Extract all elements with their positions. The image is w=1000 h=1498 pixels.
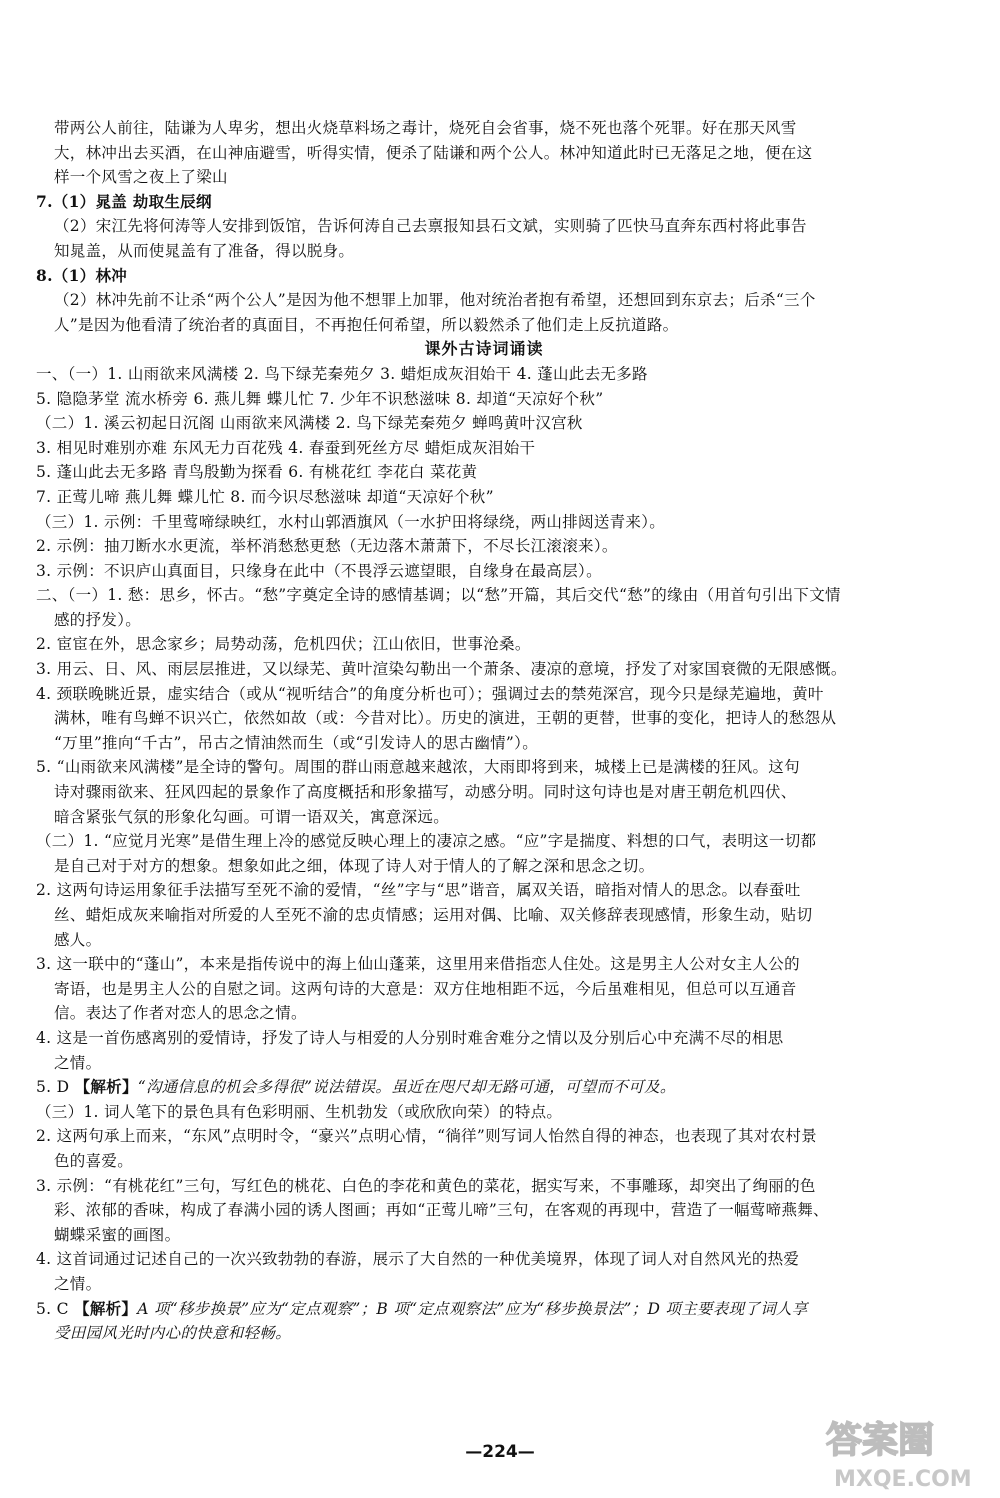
answer-text-body xyxy=(36,116,872,1346)
text-line: 暗含紧张气氛的形象化勾画。可谓一语双关，寓意深远。 xyxy=(54,807,450,826)
text-line: 色的喜爱。 xyxy=(54,1151,134,1170)
answer-item-5c xyxy=(36,1297,872,1322)
text-line: 5. 蓬山此去无多路 青鸟殷勤为探看 6. 有桃花红 李花白 菜花黄 xyxy=(36,463,478,482)
text-line: （2）林冲先前不让杀“两个公人”是因为他不想罪上加罪，他对统治者抱有希望，还想回到东京去；后杀“三个 xyxy=(54,291,816,310)
text-line: （三）1. 示例：千里莺啼绿映红，水村山郭酒旗风（一水护田将绿绕，两山排闼送青来）。 xyxy=(36,512,666,531)
watermark-main: 答案圈 xyxy=(826,1420,935,1461)
text-line: 5. 隐隐茅堂 流水桥旁 6. 燕儿舞 蝶儿忙 7. 少年不识愁滋味 8. 却道“天凉好个秋” xyxy=(36,389,604,408)
text-line: 4. 颈联晚眺近景，虚实结合（或从“视听结合”的角度分析也可）；强调过去的禁苑深宫，现今只是绿芜遍地，黄叶 xyxy=(36,684,824,703)
text-line: 3. 这一联中的“蓬山”，本来是指传说中的海上仙山蓬莱，这里用来借指恋人住处。这是男主人公对女主人公的 xyxy=(36,955,800,974)
text-line: 4. 这首词通过记述自己的一次兴致勃勃的春游，展示了大自然的一种优美境界，体现了词人对自然风光的热爱 xyxy=(36,1250,800,1269)
text-line: 信。表达了作者对恋人的思念之情。 xyxy=(54,1004,307,1023)
text-line: 丝、蜡炬成灰来喻指对所爱的人至死不渝的忠贞情感；运用对偶、比喻、双关修辞表现感情，形象生动，贴切 xyxy=(54,906,813,924)
text-line: 3. 示例：“有桃花红”三句，写红色的桃花、白色的李花和黄色的菜花，据实写来，不事雕琢，却突出了绚丽的色 xyxy=(36,1176,816,1195)
text-line: 人”是因为他看清了统治者的真面目，不再抱任何希望，所以毅然杀了他们走上反抗道路。 xyxy=(54,315,679,334)
answer-item-5c-continued: 受田园风光时内心的快意和轻畅。 xyxy=(54,1324,292,1343)
text-line: 满林，唯有鸟蝉不识兴亡，依然如故（或：今昔对比）。历史的演进，王朝的更替，世事的变化，把诗人的愁怨从 xyxy=(54,709,837,728)
text-line: 彩、浓郁的香味，构成了春满小园的诱人图画；再如“正莺儿啼”三句，在客观的再现中，营造了一幅莺啼燕舞、 xyxy=(54,1201,829,1220)
analysis-text: A 项“移步换景”应为“定点观察”；B 项“定点观察法”应为“移步换景法”；D 项主要表现了词人享 xyxy=(137,1299,808,1318)
text-line: 之情。 xyxy=(54,1274,102,1293)
watermark-sub: MXQE.COM xyxy=(834,1467,972,1492)
text-line: 课外古诗词诵读 xyxy=(424,339,544,359)
analysis-tag: 【解析】 xyxy=(74,1298,138,1318)
text-line: 2. 宦宦在外，思念家乡；局势动荡，危机四伏；江山依旧，世事沧桑。 xyxy=(36,635,531,654)
answer-block-a xyxy=(36,116,872,1075)
analysis-text: “沟通信息的机会多得很”说法错误。虽近在咫尺却无路可通，可望而不可及。 xyxy=(137,1078,676,1097)
text-line: 知晁盖，从而使晁盖有了准备，得以脱身。 xyxy=(54,241,355,260)
text-line: 之情。 xyxy=(54,1053,102,1072)
text-line: 2. 这两句承上而来，“东风”点明时令，“豪兴”点明心情，“徜徉”则写词人怡然自得的神态，也表现了其对农村景 xyxy=(36,1127,817,1146)
text-line: 是自己对于对方的想象。想象如此之细，体现了诗人对于情人的了解之深和思念之切。 xyxy=(54,856,655,875)
text-line: 7.（1）晁盖 劫取生辰纲 xyxy=(36,191,212,211)
text-line: （二）1. “应觉月光寒”是借生理上冷的感觉反映心理上的凄凉之感。“应”字是揣度、料想的口气，表明这一切都 xyxy=(36,832,817,851)
text-line: 7. 正莺儿啼 燕儿舞 蝶儿忙 8. 而今识尽愁滋味 却道“天凉好个秋” xyxy=(36,487,494,506)
text-line: 一、（一）1. 山雨欲来风满楼 2. 鸟下绿芜秦苑夕 3. 蜡炬成灰泪始干 4. 蓬山此去无多路 xyxy=(36,364,648,383)
item-number: 5. C xyxy=(36,1299,75,1318)
text-line: （2）宋江先将何涛等人安排到饭馆，告诉何涛自己去禀报知县石文斌，实则骑了匹快马直奔东西村将此事告 xyxy=(54,217,807,236)
text-line: 2. 这两句诗运用象征手法描写至死不渝的爱情，“丝”字与“思”谐音，属双关语，暗指对情人的思念。以春蚕吐 xyxy=(36,881,801,900)
text-line: 2. 示例：抽刀断水水更流，举杯消愁愁更愁（无边落木萧萧下，不尽长江滚滚来）。 xyxy=(36,537,618,556)
text-line: 8.（1）林冲 xyxy=(36,265,128,285)
analysis-tag: 【解析】 xyxy=(74,1077,138,1097)
text-line: 蝴蝶采蜜的画图。 xyxy=(54,1225,181,1244)
text-line: 4. 这是一首伤感离别的爱情诗，抒发了诗人与相爱的人分别时难舍难分之情以及分别后心中充满不尽的相思 xyxy=(36,1028,784,1047)
text-line: 大，林冲出去买酒，在山神庙避雪，听得实情，便杀了陆谦和两个公人。林冲知道此时已无落足之地，便在这 xyxy=(54,143,813,162)
text-line: （二）1. 溪云初起日沉阁 山雨欲来风满楼 2. 鸟下绿芜秦苑夕 蝉鸣黄叶汉宫秋 xyxy=(36,414,583,433)
text-line: “万里”推向“千古”，吊古之情油然而生（或“引发诗人的思古幽情”）。 xyxy=(54,733,538,752)
text-line: （三）1. 词人笔下的景色具有色彩明丽、生机勃发（或欣欣向荣）的特点。 xyxy=(36,1102,563,1121)
text-line: 诗对骤雨欲来、狂风四起的景象作了高度概括和形象描写，动感分明。同时这句诗也是对唐王朝危机四伏、 xyxy=(54,783,797,802)
answer-block-b xyxy=(36,1100,872,1297)
text-line: 感人。 xyxy=(54,930,102,949)
watermark-logo xyxy=(820,1408,996,1494)
text-line: 3. 相见时难别亦难 东风无力百花残 4. 春蚕到死丝方尽 蜡炬成灰泪始干 xyxy=(36,438,536,457)
text-line: 寄语，也是男主人公的自慰之词。这两句诗的大意是：双方住地相距不远，今后虽难相见，但总可以互通音 xyxy=(54,979,797,998)
page-number: —224— xyxy=(465,1442,535,1462)
text-line: 5. “山雨欲来风满楼”是全诗的警句。周围的群山雨意越来越浓，大雨即将到来，城楼上已是满楼的狂风。这句 xyxy=(36,758,800,777)
text-line: 二、（一）1. 愁：思乡，怀古。“愁”字奠定全诗的感情基调；以“愁”开篇，其后交代“愁”的缘由（用首句引出下文情 xyxy=(36,586,841,605)
text-line: 带两公人前往，陆谦为人卑劣，想出火烧草料场之毒计，烧死自会省事，烧不死也落个死罪。好在那天风雪 xyxy=(54,119,797,137)
text-line: 3. 示例：不识庐山真面目，只缘身在此中（不畏浮云遮望眼，自缘身在最高层）。 xyxy=(36,561,602,580)
item-number: 5. D xyxy=(36,1078,75,1097)
text-line: 样一个风雪之夜上了梁山 xyxy=(54,168,228,187)
answer-item-5d xyxy=(36,1075,872,1100)
text-line: 感的抒发）。 xyxy=(54,610,142,629)
text-line: 3. 用云、日、风、雨层层推进，又以绿芜、黄叶渲染勾勒出一个萧条、凄凉的意境，抒发了对家国衰微的无限感慨。 xyxy=(36,660,847,679)
